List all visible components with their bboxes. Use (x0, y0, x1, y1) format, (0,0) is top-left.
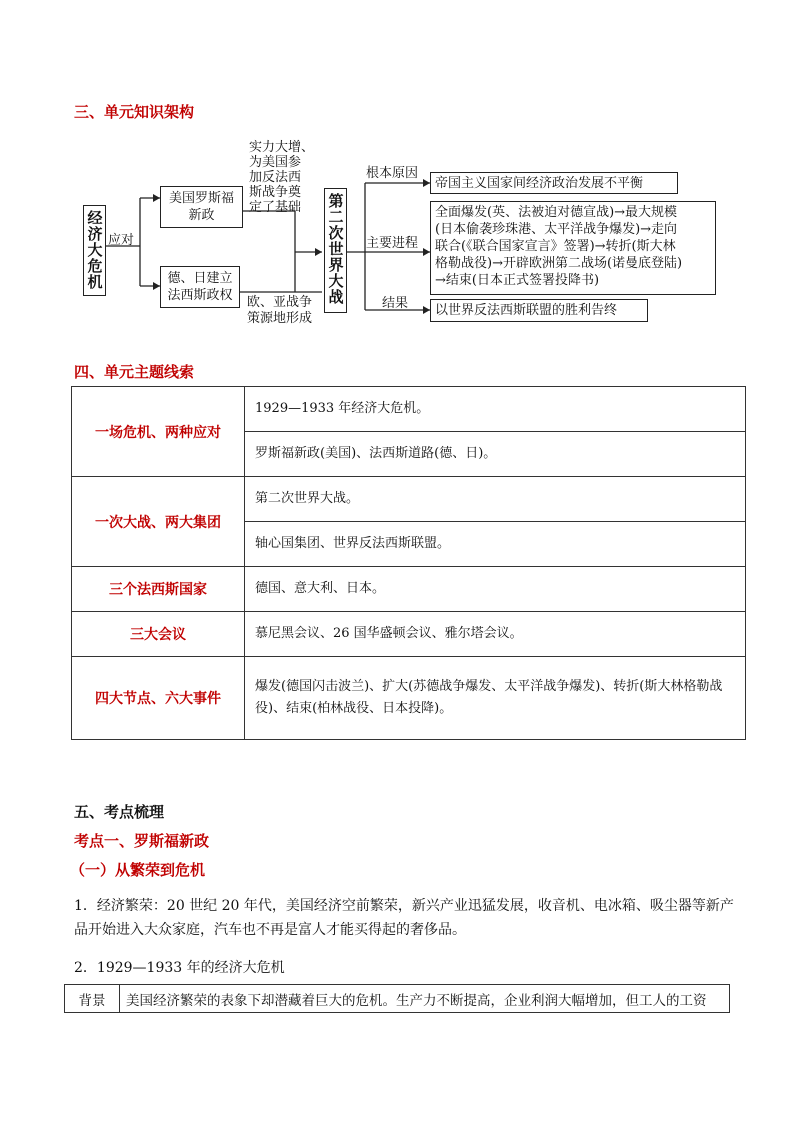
paragraph-1-line2: 品开始进入大众家庭，汽车也不再是富人才能买得起的奢侈品。 (74, 922, 466, 938)
section3-heading: 三、单元知识架构 (74, 103, 195, 121)
strength-note-line2: 为美国参 (249, 155, 302, 170)
row5-title: 四大节点、六大事件 (72, 657, 245, 740)
theme-table (71, 386, 746, 740)
fascist-line1: 德、日建立 (167, 271, 233, 286)
strength-note-line4: 斯战争奠 (249, 185, 302, 200)
process-label: 主要进程 (366, 236, 419, 251)
table-row (72, 567, 746, 612)
ww2-text: 第二次世界大战 (326, 193, 345, 305)
row5-item1: 爆发(德国闪击波兰)、扩大(苏德战争爆发、太平洋战争爆发)、转折(斯大林格勒战役)、结束(柏林战役、日本投降)。 (245, 657, 746, 740)
point1-heading: 考点一、罗斯福新政 (74, 832, 210, 850)
response-label: 应对 (108, 233, 135, 248)
new-deal-line2: 新政 (188, 208, 215, 223)
row2-item2: 轴心国集团、世界反法西斯联盟。 (245, 522, 746, 567)
result-box: 以世界反法西斯联盟的胜利告终 (430, 299, 648, 322)
process-line5: →结束(日本正式签署投降书) (435, 273, 600, 288)
ww2-box (324, 188, 347, 313)
process-line1: 全面爆发(英、法被迫对德宣战)→最大规模 (435, 205, 678, 220)
row1-item2: 罗斯福新政(美国)、法西斯道路(德、日)。 (245, 432, 746, 477)
row1-item1: 1929—1933 年经济大危机。 (245, 387, 746, 432)
war-source-line2: 策源地形成 (247, 311, 313, 326)
new-deal-box (160, 186, 243, 228)
bg-text: 美国经济繁荣的表象下却潜藏着巨大的危机。生产力不断提高，企业利润大幅增加，但工人的工资 (120, 985, 730, 1013)
result-label: 结果 (382, 296, 409, 311)
new-deal-line1: 美国罗斯福 (168, 191, 234, 206)
paragraph-1 (74, 894, 744, 942)
paragraph-2: 2．1929—1933 年的经济大危机 (74, 960, 285, 976)
row4-item1: 慕尼黑会议、26 国华盛顿会议、雅尔塔会议。 (245, 612, 746, 657)
background-table (64, 984, 730, 1013)
war-source-line1: 欧、亚战争 (247, 295, 313, 310)
strength-note-line3: 加反法西 (249, 170, 302, 185)
strength-note (249, 140, 314, 215)
fascist-line2: 法西斯政权 (167, 288, 233, 303)
table-row (72, 612, 746, 657)
row1-title: 一场危机、两种应对 (72, 387, 245, 477)
section4-heading: 四、单元主题线索 (74, 363, 195, 381)
table-row (72, 387, 746, 432)
row3-item1: 德国、意大利、日本。 (245, 567, 746, 612)
table-row (72, 657, 746, 740)
process-line2: (日本偷袭珍珠港、太平洋战争爆发)→走向 (435, 222, 678, 237)
knowledge-diagram (0, 0, 794, 340)
table-row (72, 477, 746, 522)
fascist-box (160, 266, 240, 308)
strength-note-line5: 定了基础 (249, 200, 302, 215)
row4-title: 三大会议 (72, 612, 245, 657)
sub1-heading: （一）从繁荣到危机 (70, 861, 206, 879)
crisis-text: 经济大危机 (85, 210, 104, 290)
war-source-note (247, 295, 312, 327)
row2-item1: 第二次世界大战。 (245, 477, 746, 522)
crisis-box (83, 205, 106, 296)
root-cause-box: 帝国主义国家间经济政治发展不平衡 (430, 172, 678, 194)
section5-heading: 五、考点梳理 (74, 803, 165, 821)
row3-title: 三个法西斯国家 (72, 567, 245, 612)
row2-title: 一次大战、两大集团 (72, 477, 245, 567)
bg-label: 背景 (65, 985, 120, 1013)
process-line3: 联合(《联合国家宣言》签署)→转折(斯大林 (435, 239, 676, 254)
process-line4: 格勒战役)→开辟欧洲第二战场(诺曼底登陆) (435, 256, 683, 271)
process-box (430, 201, 716, 295)
paragraph-1-line1: 1．经济繁荣：20 世纪 20 年代，美国经济空前繁荣，新兴产业迅猛发展，收音机、电冰箱、吸尘器等新产 (74, 898, 734, 914)
table-row (65, 985, 730, 1013)
root-cause-label: 根本原因 (366, 166, 419, 181)
strength-note-line1: 实力大增、 (249, 140, 315, 155)
